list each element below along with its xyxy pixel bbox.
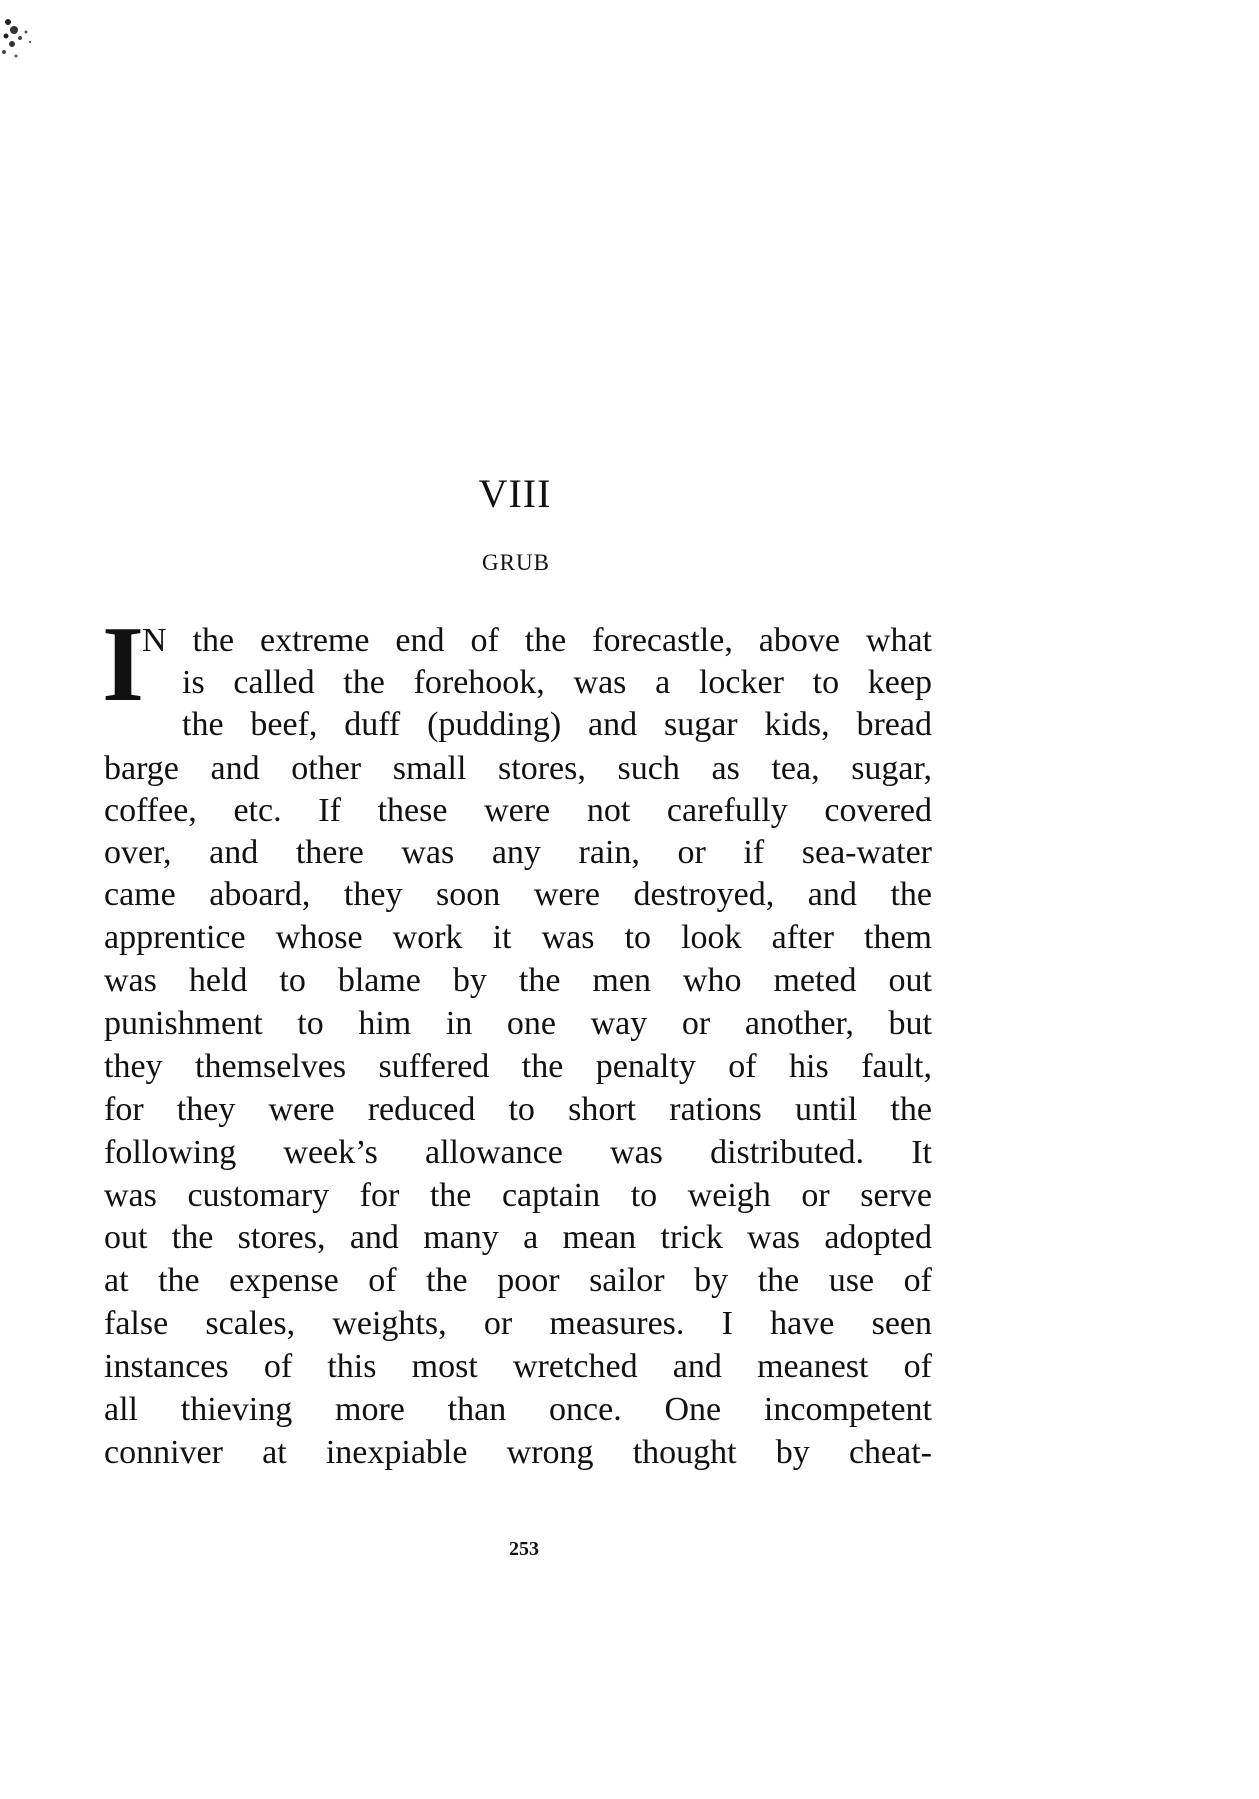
text-line: apprentice whose work it was to look after them: [104, 919, 932, 956]
text-line: the beef, duff (pudding) and sugar kids, bread: [182, 706, 932, 743]
ink-speck-decoration: [0, 12, 48, 68]
text-line: was customary for the captain to weigh or serve: [104, 1177, 932, 1214]
text-line: they themselves suffered the penalty of his fault,: [104, 1048, 932, 1085]
text-line: punishment to him in one way or another, but: [104, 1005, 932, 1042]
chapter-title: GRUB: [482, 550, 550, 575]
chapter-number: VIII: [478, 471, 552, 516]
text-line: out the stores, and many a mean trick was adopted: [104, 1219, 932, 1256]
text-line: over, and there was any rain, or if sea-water: [104, 834, 932, 871]
text-line: N the extreme end of the forecastle, above what: [142, 622, 932, 659]
text-line: barge and other small stores, such as tea, sugar,: [104, 750, 932, 787]
page-number: 253: [509, 1538, 539, 1560]
drop-cap: I: [102, 605, 145, 724]
text-line: was held to blame by the men who meted out: [104, 962, 932, 999]
text-line: for they were reduced to short rations until the: [104, 1091, 932, 1128]
text-line: all thieving more than once. One incompetent: [104, 1391, 932, 1428]
text-line: came aboard, they soon were destroyed, and the: [104, 876, 932, 913]
text-line: false scales, weights, or measures. I have seen: [104, 1305, 932, 1342]
text-line: at the expense of the poor sailor by the use of: [104, 1262, 932, 1299]
text-line: conniver at inexpiable wrong thought by cheat-: [104, 1434, 932, 1471]
text-line: following week’s allowance was distributed. It: [104, 1134, 932, 1171]
text-line: coffee, etc. If these were not carefully covered: [104, 792, 932, 829]
text-line: is called the forehook, was a locker to keep: [182, 664, 932, 701]
text-line: instances of this most wretched and meanest of: [104, 1348, 932, 1385]
